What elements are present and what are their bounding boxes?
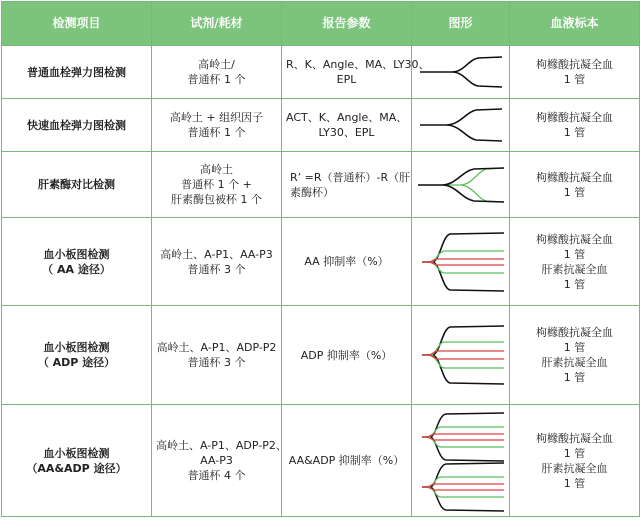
sample-line: 肝素抗凝全血 [541, 461, 608, 475]
sample-line: 枸橼酸抗凝全血 [536, 326, 613, 339]
header-params: 报告参数 [282, 2, 412, 46]
reagent-line: 普通杯 1 个 + [181, 178, 252, 191]
shape-cell [412, 306, 510, 405]
sample-line: 1 管 [563, 446, 586, 460]
reagent-line: 普通杯 3 个 [187, 262, 246, 276]
reagent-line: 高岭土、A-P1、ADP-P2 [156, 341, 277, 354]
item-name-line: 血小板图检测 [43, 247, 110, 261]
params-line: 素酶杯） [290, 185, 334, 199]
header-row [2, 2, 640, 46]
item-name-cell [2, 218, 152, 306]
sample-line: 枸橼酸抗凝全血 [536, 431, 613, 445]
header-shape: 图形 [412, 2, 510, 46]
test-items-table [1, 1, 640, 517]
sample-line: 肝素抗凝全血 [541, 356, 608, 369]
platelet-mapping-curve-icon [416, 317, 506, 393]
params-line: EPL [336, 73, 357, 86]
table-row [2, 152, 640, 218]
params-cell [282, 99, 412, 152]
item-name-line: 血小板图检测 [43, 341, 110, 354]
item-name-line: （ AA 途径） [42, 262, 111, 276]
shape-cell [412, 152, 510, 218]
sample-line: 1 管 [563, 476, 586, 490]
sample-cell [510, 306, 640, 405]
shape-cell [412, 405, 510, 517]
item-name-line: 普通血栓弹力图检测 [27, 65, 126, 79]
reagent-cell [152, 46, 282, 99]
sample-line: 1 管 [563, 247, 586, 261]
shape-cell [412, 218, 510, 306]
reagent-cell [152, 405, 287, 517]
reagent-line: 高岭土 + 组织因子 [169, 111, 264, 124]
table-row [2, 306, 640, 405]
item-name-cell [2, 99, 152, 152]
platelet-mapping-curve-icon [416, 224, 506, 300]
sample-line: 1 管 [563, 126, 586, 139]
sample-cell [510, 46, 640, 99]
sample-line: 1 管 [563, 277, 586, 291]
teg-curve-icon [416, 50, 506, 94]
sample-cell [510, 218, 640, 306]
item-name-cell [2, 46, 152, 99]
item-name-line: 肝素酶对比检测 [38, 178, 115, 191]
header-reagent: 试剂/耗材 [152, 2, 282, 46]
table-row [2, 405, 640, 517]
params-cell [282, 306, 412, 405]
sample-line: 1 管 [563, 341, 586, 354]
params-line: ADP 抑制率（%） [300, 348, 393, 362]
sample-cell [510, 405, 640, 517]
params-line: LY30、EPL [318, 126, 375, 139]
sample-line: 枸橼酸抗凝全血 [536, 170, 613, 184]
reagent-line: AA-P3 [200, 454, 233, 467]
header-sample: 血液标本 [510, 2, 640, 46]
item-name-line: （ ADP 途径） [37, 356, 116, 369]
reagent-cell [152, 99, 282, 152]
reagent-cell [152, 218, 282, 306]
table-row [2, 218, 640, 306]
item-name-cell [2, 405, 152, 517]
reagent-line: 肝素酶包被杯 1 个 [171, 193, 262, 206]
reagent-line: 高岭土、A-P1、AA-P3 [160, 247, 273, 261]
sample-line: 1 管 [563, 73, 586, 86]
params-cell [282, 46, 430, 99]
item-name-cell [2, 306, 152, 405]
reagent-line: 高岭土、A-P1、ADP-P2、 [156, 439, 287, 452]
sample-line: 枸橼酸抗凝全血 [536, 58, 613, 71]
reagent-cell [152, 306, 282, 405]
params-cell [282, 405, 412, 517]
sample-line: 枸橼酸抗凝全血 [536, 232, 613, 246]
sample-line: 枸橼酸抗凝全血 [536, 111, 613, 124]
params-cell [282, 152, 412, 218]
sample-line: 肝素抗凝全血 [541, 262, 608, 276]
reagent-line: 高岭土 [200, 163, 233, 176]
reagent-line: 普通杯 3 个 [187, 356, 246, 369]
reagent-line: 普通杯 4 个 [187, 469, 246, 482]
item-name-cell [2, 152, 152, 218]
item-name-line: 血小板图检测 [43, 446, 110, 460]
sample-line: 1 管 [563, 371, 586, 384]
sample-cell [510, 99, 640, 152]
params-line: AA 抑制率（%） [304, 255, 389, 268]
table-row [2, 46, 640, 99]
params-cell [282, 218, 412, 306]
header-item: 检测项目 [2, 2, 152, 46]
reagent-line: 普通杯 1 个 [187, 73, 246, 86]
shape-cell [412, 99, 510, 152]
teg-curve-icon [416, 103, 506, 147]
table-row [2, 99, 640, 152]
sample-cell [510, 152, 640, 218]
dual-platelet-mapping-curve-icon [416, 409, 506, 513]
reagent-cell [152, 152, 282, 218]
item-name-line: （AA&ADP 途径） [26, 461, 127, 475]
reagent-line: 高岭土/ [198, 58, 235, 71]
heparinase-curve-icon [416, 161, 506, 209]
params-line: AA&ADP 抑制率（%） [288, 454, 405, 467]
sample-line: 1 管 [563, 185, 586, 199]
params-line: R’ =R（普通杯）-R（肝 [290, 170, 411, 184]
shape-cell [412, 46, 510, 99]
reagent-line: 普通杯 1 个 [187, 126, 246, 139]
params-line: ACT、K、Angle、MA、 [286, 111, 408, 124]
params-line: R、K、Angle、MA、LY30、 [286, 58, 430, 71]
item-name-line: 快速血栓弹力图检测 [27, 118, 126, 132]
